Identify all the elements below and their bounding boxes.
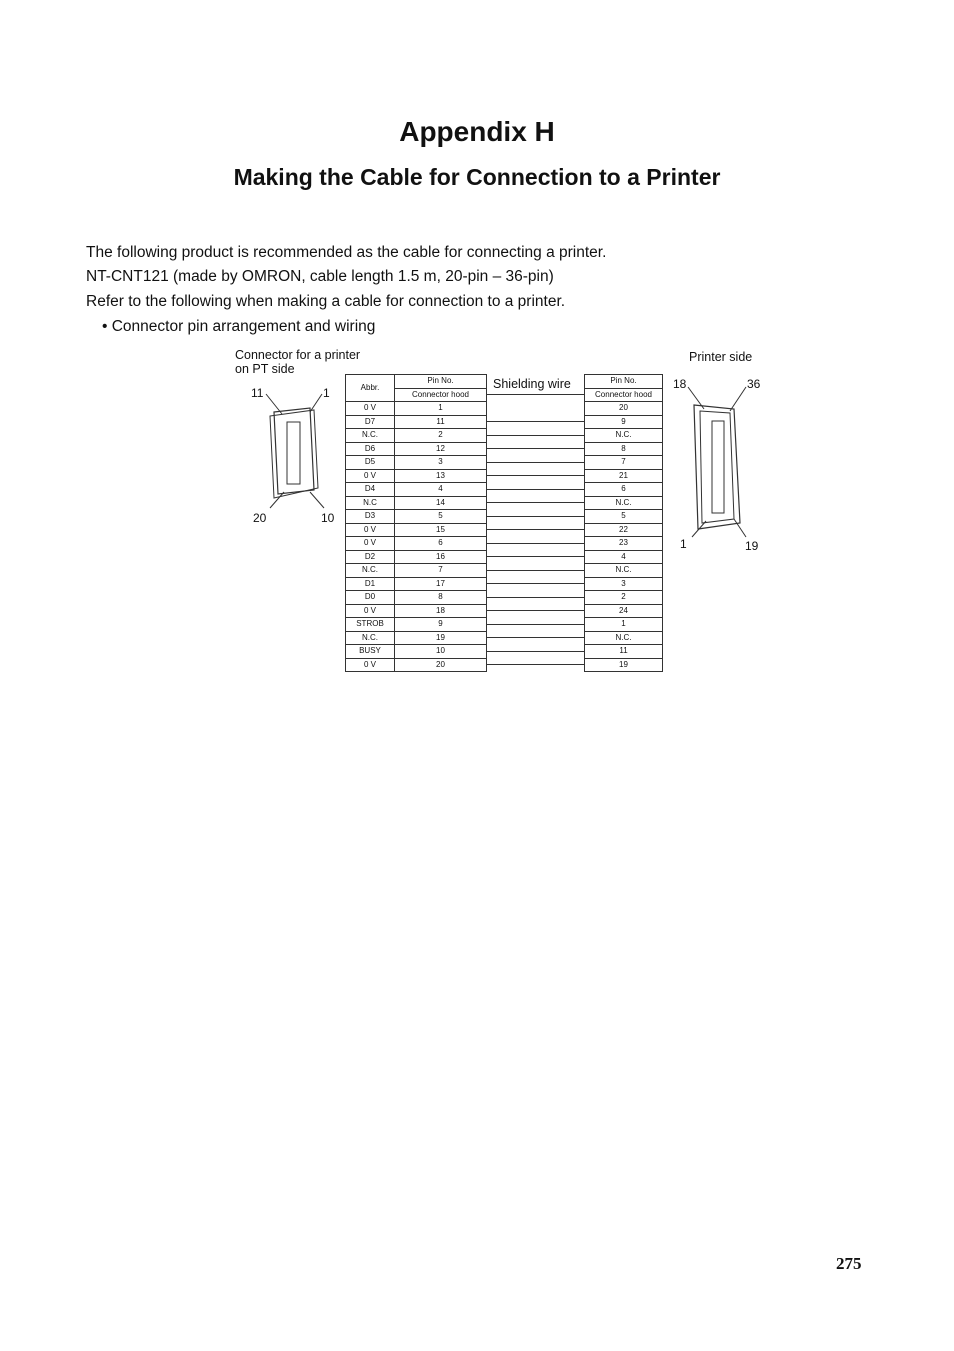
pt-pin-row — [346, 631, 487, 645]
printer-pin-number: N.C. — [585, 631, 663, 645]
printer-pin-number: 1 — [585, 618, 663, 632]
pt-pin-row — [346, 537, 487, 551]
pt-pin-row — [346, 429, 487, 443]
printer-connector-icon — [684, 385, 754, 545]
printer-pin-row — [585, 631, 663, 645]
pt-pin-11: 11 — [251, 386, 264, 400]
printer-pin-number: 21 — [585, 469, 663, 483]
pt-pin-number: 16 — [395, 550, 487, 564]
pt-pin-abbr: STROB — [346, 618, 395, 632]
pt-pin-row — [346, 577, 487, 591]
pt-pin-abbr: BUSY — [346, 645, 395, 659]
pt-pin-row — [346, 483, 487, 497]
printer-pin-row — [585, 469, 663, 483]
printer-pin-row — [585, 415, 663, 429]
pt-pin-abbr: D5 — [346, 456, 395, 470]
wire-line — [486, 529, 584, 530]
wire-line — [486, 394, 584, 395]
pt-pin-row — [346, 564, 487, 578]
pt-pin-number: 14 — [395, 496, 487, 510]
pt-pin-abbr: D1 — [346, 577, 395, 591]
printer-pin-number: 22 — [585, 523, 663, 537]
pt-side-label-2: on PT side — [235, 362, 295, 376]
wire-line — [486, 624, 584, 625]
pt-pin-row — [346, 591, 487, 605]
printer-pin-row — [585, 483, 663, 497]
page-number: 275 — [836, 1254, 862, 1273]
wire-line — [486, 637, 584, 638]
pt-pin-abbr: D7 — [346, 415, 395, 429]
pt-pin-row — [346, 604, 487, 618]
printer-pin-row — [585, 591, 663, 605]
shielding-wire-label: Shielding wire — [493, 377, 571, 391]
pt-pin-row — [346, 402, 487, 416]
printer-pin-number: 24 — [585, 604, 663, 618]
pt-pin-row — [346, 496, 487, 510]
printer-pin-number: 9 — [585, 415, 663, 429]
printer-side-label: Printer side — [689, 350, 753, 364]
pt-pin-abbr: D2 — [346, 550, 395, 564]
pt-pin-row — [346, 510, 487, 524]
wire-line — [486, 462, 584, 463]
pt-pin-number: 19 — [395, 631, 487, 645]
pt-pin-1: 1 — [323, 386, 330, 400]
printer-pin-number: N.C. — [585, 429, 663, 443]
printer-pin-19: 19 — [745, 539, 759, 553]
wire-line — [486, 475, 584, 476]
pt-pin-number: 1 — [395, 402, 487, 416]
pt-pin-number: 13 — [395, 469, 487, 483]
printer-pin-number: 2 — [585, 591, 663, 605]
wire-line — [486, 543, 584, 544]
pt-pin-abbr: N.C. — [346, 429, 395, 443]
printer-pin-row — [585, 577, 663, 591]
printer-pin-number: 8 — [585, 442, 663, 456]
pt-pin-abbr: D0 — [346, 591, 395, 605]
pt-pin-abbr: N.C. — [346, 631, 395, 645]
pt-pin-number: 20 — [395, 658, 487, 672]
bullet-item: • Connector pin arrangement and wiring — [102, 318, 376, 335]
pt-pin-abbr: N.C — [346, 496, 395, 510]
pt-pin-abbr: 0 V — [346, 537, 395, 551]
pt-pin-row — [346, 658, 487, 672]
printer-pin-row — [585, 550, 663, 564]
printer-pin-36: 36 — [747, 377, 761, 391]
pt-pin-row — [346, 618, 487, 632]
printer-pin-row — [585, 564, 663, 578]
page-subtitle: Making the Cable for Connection to a Printer — [233, 164, 721, 190]
wire-line — [486, 516, 584, 517]
printer-pin-header: Pin No. — [585, 375, 663, 389]
printer-pin-18: 18 — [673, 377, 687, 391]
pt-pin-abbr: 0 V — [346, 402, 395, 416]
wire-line — [486, 597, 584, 598]
wire-line — [486, 556, 584, 557]
pt-pin-number: 7 — [395, 564, 487, 578]
printer-pin-number: 19 — [585, 658, 663, 672]
pt-pin-number: 6 — [395, 537, 487, 551]
printer-pin-1: 1 — [680, 537, 687, 551]
pt-pin-row — [346, 523, 487, 537]
pt-pin-number: 4 — [395, 483, 487, 497]
printer-pin-row — [585, 658, 663, 672]
wire-line — [486, 489, 584, 490]
printer-pin-number: 4 — [585, 550, 663, 564]
pt-pin-number: 12 — [395, 442, 487, 456]
pt-pin-row — [346, 645, 487, 659]
wire-line — [486, 664, 584, 665]
pt-pin-number: 17 — [395, 577, 487, 591]
abbr-header: Abbr. — [346, 375, 395, 402]
pt-connector-hood: Connector hood — [395, 388, 487, 402]
printer-pin-row — [585, 604, 663, 618]
wire-line — [486, 448, 584, 449]
pt-pin-table — [345, 374, 487, 672]
printer-pin-row — [585, 645, 663, 659]
pt-pin-row — [346, 415, 487, 429]
printer-pin-table — [584, 374, 663, 672]
pt-pin-row — [346, 456, 487, 470]
printer-pin-number: N.C. — [585, 496, 663, 510]
printer-pin-number: 6 — [585, 483, 663, 497]
printer-pin-row — [585, 523, 663, 537]
pt-pin-header: Pin No. — [395, 375, 487, 389]
pt-pin-10: 10 — [321, 511, 335, 525]
pt-pin-abbr: D3 — [346, 510, 395, 524]
pt-pin-number: 11 — [395, 415, 487, 429]
pt-pin-abbr: 0 V — [346, 469, 395, 483]
printer-pin-number: 20 — [585, 402, 663, 416]
pt-pin-number: 3 — [395, 456, 487, 470]
pt-pin-number: 5 — [395, 510, 487, 524]
pt-pin-number: 9 — [395, 618, 487, 632]
pt-pin-abbr: N.C. — [346, 564, 395, 578]
printer-pin-number: N.C. — [585, 564, 663, 578]
pt-pin-20: 20 — [253, 511, 267, 525]
pt-pin-abbr: 0 V — [346, 658, 395, 672]
pt-pin-abbr: 0 V — [346, 604, 395, 618]
pt-pin-row — [346, 469, 487, 483]
printer-pin-row — [585, 456, 663, 470]
wire-line — [486, 583, 584, 584]
wire-line — [486, 610, 584, 611]
printer-pin-row — [585, 537, 663, 551]
intro-paragraph-3: Refer to the following when making a cable for connection to a printer. — [86, 293, 566, 310]
printer-pin-row — [585, 442, 663, 456]
pt-pin-number: 8 — [395, 591, 487, 605]
printer-connector-hood: Connector hood — [585, 388, 663, 402]
printer-pin-number: 11 — [585, 645, 663, 659]
wire-line — [486, 502, 584, 503]
printer-pin-number: 3 — [585, 577, 663, 591]
pt-pin-number: 2 — [395, 429, 487, 443]
pt-pin-row — [346, 442, 487, 456]
printer-pin-row — [585, 510, 663, 524]
printer-pin-number: 23 — [585, 537, 663, 551]
printer-pin-row — [585, 429, 663, 443]
pt-pin-row — [346, 550, 487, 564]
pt-pin-number: 10 — [395, 645, 487, 659]
pt-pin-abbr: D4 — [346, 483, 395, 497]
pt-side-label-1: Connector for a printer — [235, 348, 361, 362]
intro-paragraph-1: The following product is recommended as the cable for connecting a printer. — [86, 244, 607, 261]
wire-line — [486, 570, 584, 571]
pt-connector-icon — [262, 392, 332, 512]
wire-line — [486, 435, 584, 436]
printer-pin-row — [585, 402, 663, 416]
pt-pin-number: 15 — [395, 523, 487, 537]
pt-pin-number: 18 — [395, 604, 487, 618]
printer-pin-row — [585, 618, 663, 632]
printer-pin-number: 7 — [585, 456, 663, 470]
pt-pin-abbr: D6 — [346, 442, 395, 456]
intro-paragraph-2: NT-CNT121 (made by OMRON, cable length 1.5 m, 20-pin – 36-pin) — [86, 268, 554, 285]
wire-line — [486, 421, 584, 422]
wire-line — [486, 651, 584, 652]
printer-pin-row — [585, 496, 663, 510]
printer-pin-number: 5 — [585, 510, 663, 524]
pt-pin-abbr: 0 V — [346, 523, 395, 537]
page-title: Appendix H — [399, 116, 555, 147]
